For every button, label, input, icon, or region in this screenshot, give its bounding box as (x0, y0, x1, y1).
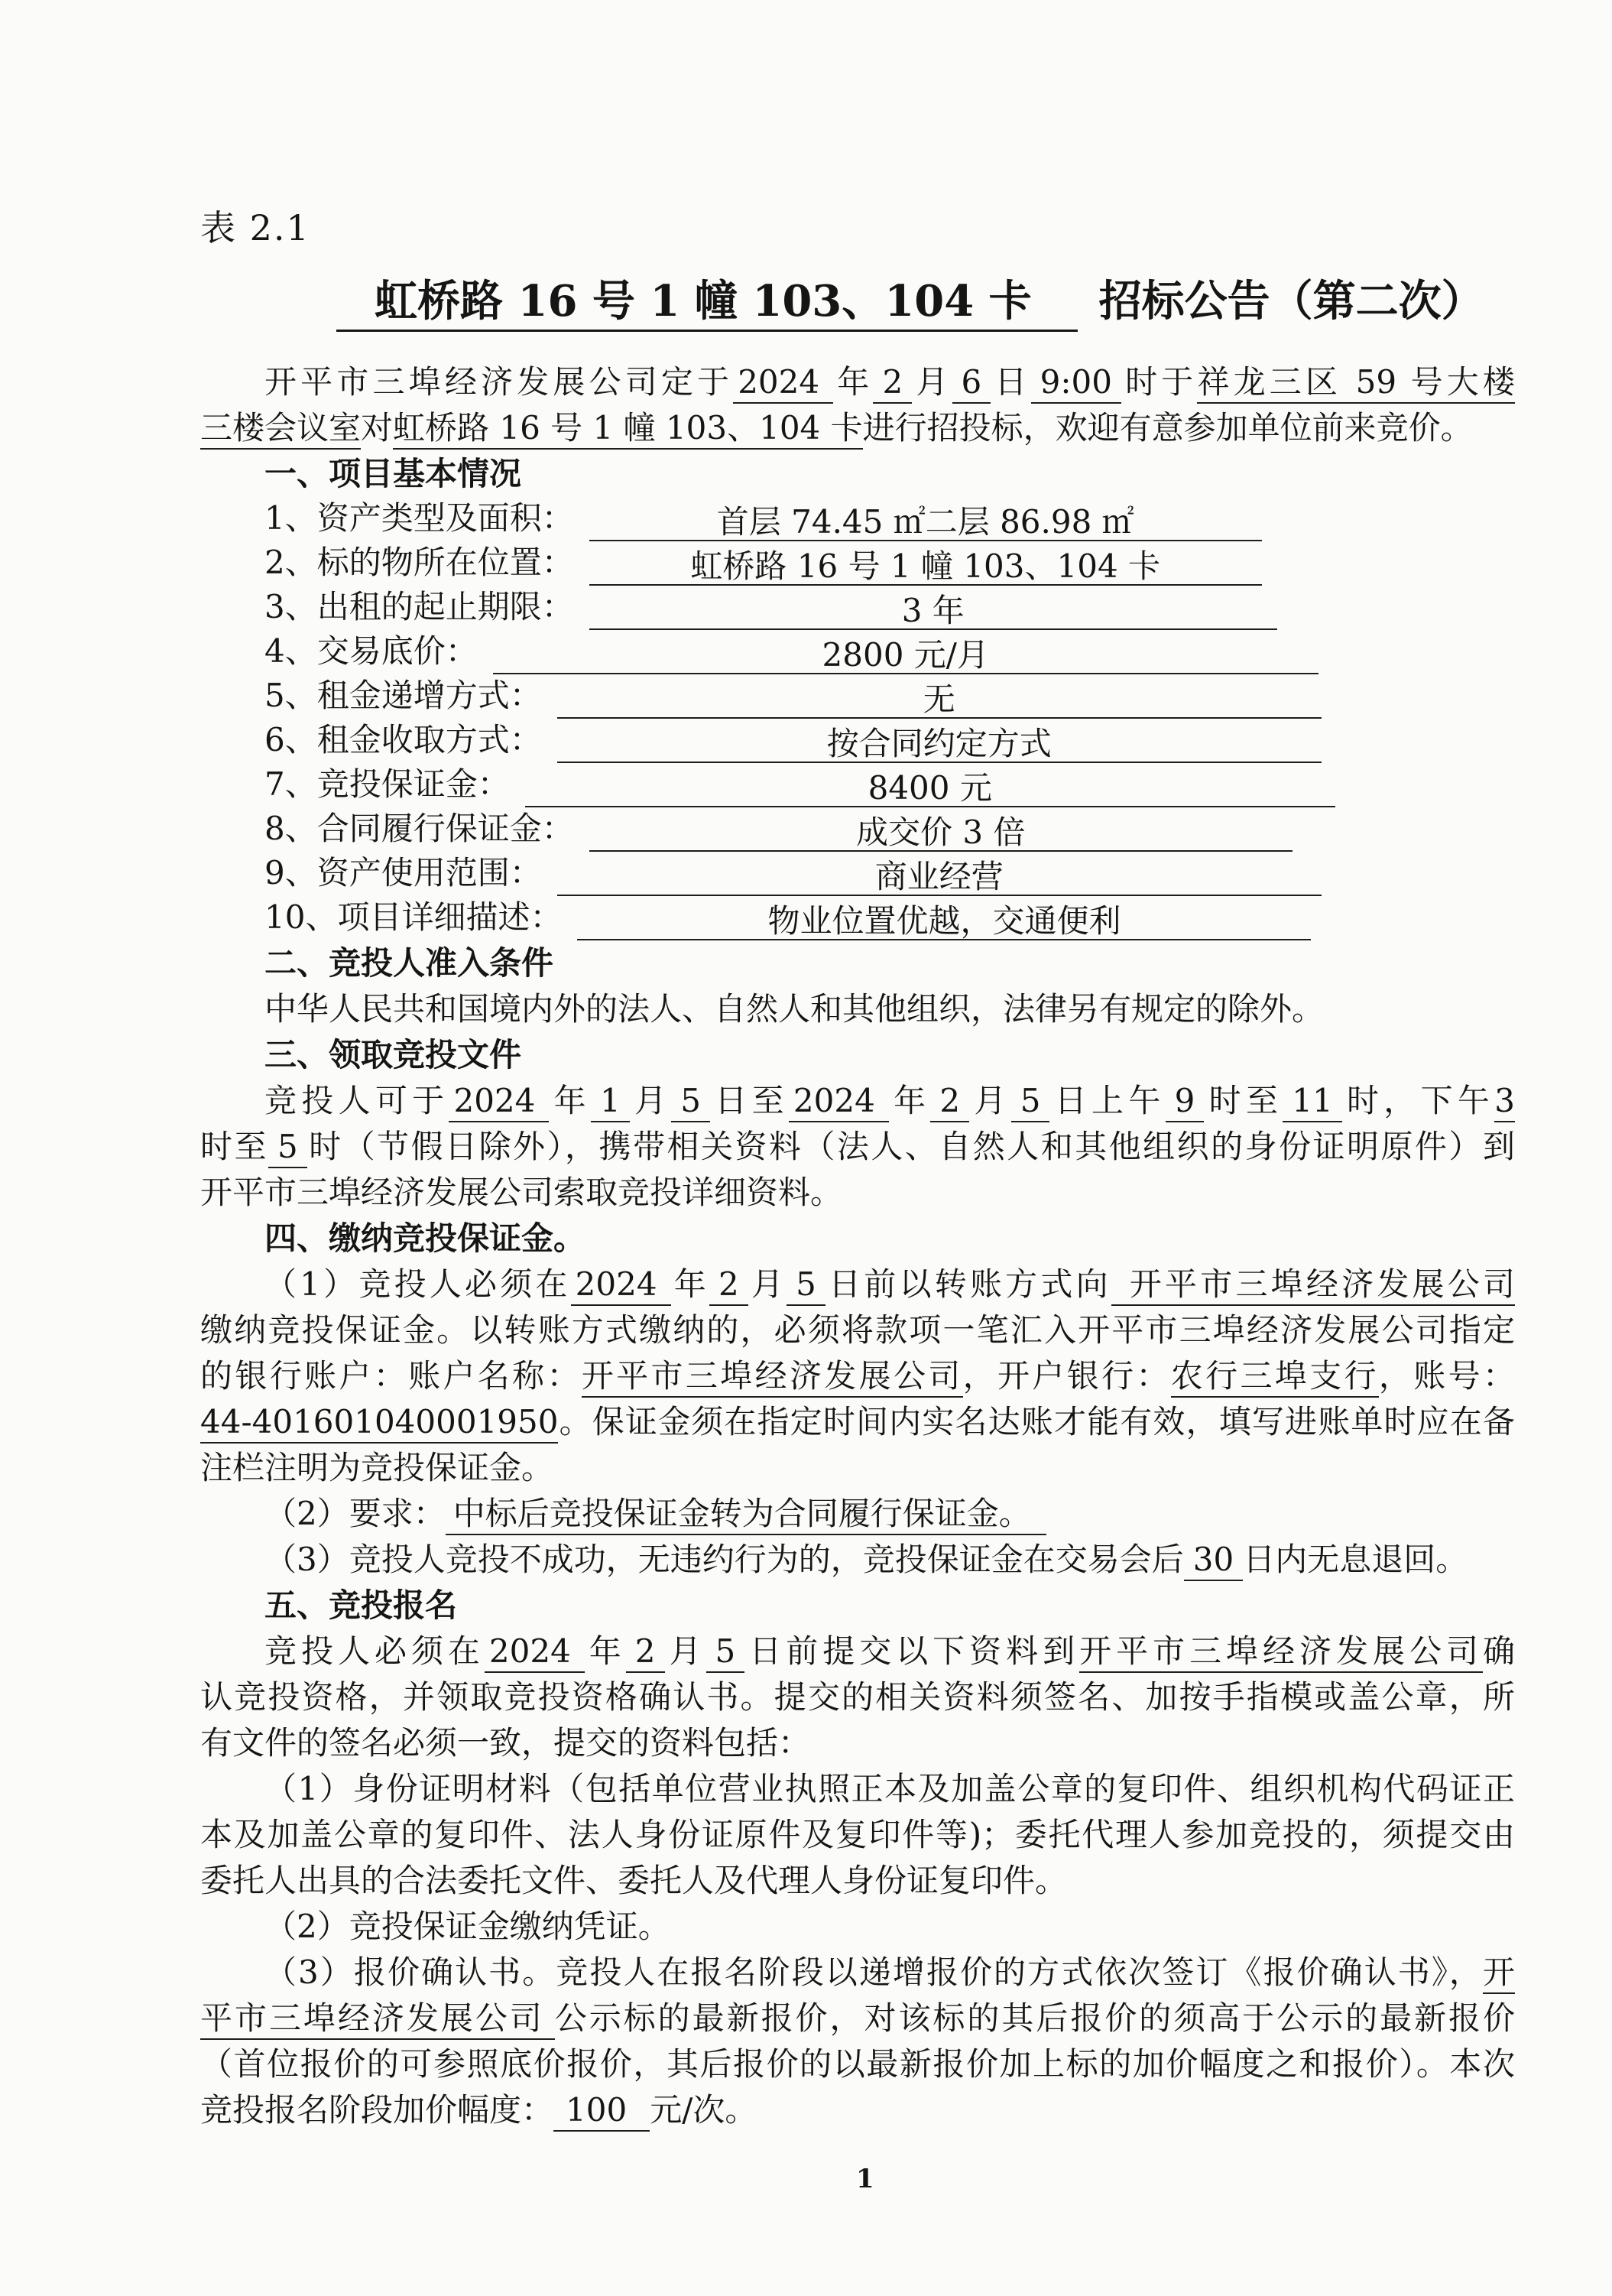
auction-subject: 虹桥路 16 号 1 幢 103、104 卡 (393, 409, 863, 450)
account-name: 开平市三埠经济发展公司 (582, 1357, 963, 1398)
auction-time: 9:00 (1031, 363, 1121, 404)
field-value: 商业经营 (557, 859, 1322, 896)
section-4-p1-line-4: 44-401601040001950。保证金须在指定时间内实名达账才能有效，填写进账单时应在备 (200, 1399, 1515, 1445)
section-5-line-3: 有文件的签名必须一致，提交的资料包括： (200, 1724, 811, 1762)
section-5-p3-line-3: （首位报价的可参照底价报价，其后报价的以最新报价加上标的加价幅度之和报价）。本次 (200, 2045, 1515, 2083)
field-row-usage-scope: 9、资产使用范围： 商业经营 (200, 852, 1515, 896)
notice-title (336, 268, 1484, 329)
section-3-line-1: 竞投人可于 2024 年 1 月 5 日至 2024 年 2 月 5 日上午 9 时至 11 时，下午3 (200, 1078, 1515, 1124)
section-4-p3: （3）竞投人竞投不成功，无违约行为的，竞投保证金在交易会后 30 日内无息退回。 (200, 1537, 1515, 1583)
section-4-p1-line-5: 注栏注明为竞投保证金。 (200, 1449, 554, 1486)
section-5-line-2: 认竞投资格，并领取竞投资格确认书。提交的相关资料须签名、加按手指模或盖公章，所 (200, 1678, 1515, 1716)
section-5-p3-line-2: 平市三埠经济发展公司 公示标的最新报价，对该标的其后报价的须高于公示的最新报价 (200, 1996, 1515, 2041)
section-4-p1-line-3: 的银行账户：账户名称：开平市三埠经济发展公司，开户银行：农行三埠支行，账号： (200, 1353, 1515, 1399)
section-5-p1-line-1: （1）身份证明材料（包括单位营业执照正本及加盖公章的复印件、组织机构代码证正 (264, 1770, 1515, 1807)
notice-body (200, 359, 1515, 2133)
field-value: 成交价 3 倍 (589, 815, 1293, 852)
section-4-p1-line-2: 缴纳竞投保证金。以转账方式缴纳的，必须将款项一笔汇入开平市三埠经济发展公司指定 (200, 1311, 1515, 1349)
section-5-line-1: 竞投人必须在 2024 年 2 月 5 日前提交以下资料到开平市三埠经济发展公司确 (200, 1629, 1515, 1674)
bid-increment: 100 (553, 2091, 650, 2132)
auction-place-1: 祥龙三区 59 号大楼 (1197, 363, 1515, 404)
section-5-p2: （2）竞投保证金缴纳凭证。 (264, 1908, 670, 1945)
intro-line-2: 三楼会议室对虹桥路 16 号 1 幢 103、104 卡进行招投标，欢迎有意参加单位前来竞价。 (200, 405, 1515, 451)
field-row-base-price: 4、交易底价： 2800 元/月 (200, 630, 1515, 674)
section-5-p3-line-4: 竞投报名阶段加价幅度： 100 元/次。 (200, 2087, 1515, 2133)
auction-year: 2024 (733, 363, 833, 404)
field-row-rent-collection: 6、租金收取方式： 按合同约定方式 (200, 719, 1515, 763)
auction-month: 2 (873, 363, 912, 404)
field-row-deposit: 7、竞投保证金： 8400 元 (200, 763, 1515, 807)
section-5-p3-line-1: （3）报价确认书。竞投人在报名阶段以递增报价的方式依次签订《报价确认书》，开 (200, 1950, 1515, 1996)
auction-day: 6 (952, 363, 991, 404)
section-3-line-3: 开平市三埠经济发展公司索取竞投详细资料。 (200, 1174, 843, 1211)
section-3-line-2: 时至 5 时（节假日除外），携带相关资料（法人、自然人和其他组织的身份证明原件）到 (200, 1124, 1515, 1170)
field-row-location: 2、标的物所在位置： 虹桥路 16 号 1 幢 103、104 卡 (200, 541, 1515, 586)
table-number: 表 2.1 (200, 207, 310, 248)
account-number: 44-401601040001950 (200, 1403, 558, 1444)
field-value: 物业位置优越，交通便利 (577, 904, 1311, 940)
section-4-p2: （2）要求： 中标后竞投保证金转为合同履行保证金。 (200, 1491, 1515, 1537)
field-value: 3 年 (589, 593, 1277, 630)
section-1-heading: 一、项目基本情况 (264, 455, 522, 492)
section-5-p1-line-3: 委托人出具的合法委托文件、委托人及代理人身份证复印件。 (200, 1862, 1068, 1899)
field-value: 2800 元/月 (493, 638, 1318, 674)
field-row-rent-increase: 5、租金递增方式： 无 (200, 674, 1515, 719)
title-tail: 招标公告（第二次） (1098, 276, 1484, 326)
intro-line-1: 开平市三埠经济发展公司定于 2024 年 2 月 6 日 9:00 时于祥龙三区 59 号大楼 (200, 359, 1515, 405)
section-2-heading: 二、竞投人准入条件 (264, 944, 554, 982)
field-value: 8400 元 (525, 771, 1335, 807)
section-5-heading: 五、竞投报名 (264, 1586, 458, 1624)
field-value: 虹桥路 16 号 1 幢 103、104 卡 (589, 549, 1262, 586)
auction-place-2: 三楼会议室 (200, 409, 361, 450)
title-subject: 虹桥路 16 号 1 幢 103、104 卡 (336, 276, 1078, 332)
field-row-asset-type: 1、资产类型及面积： 首层 74.45 ㎡二层 86.98 ㎡ (200, 497, 1515, 541)
section-5-p1-line-2: 本及加盖公章的复印件、法人身份证原件及复印件等)；委托代理人参加竞投的，须提交由 (200, 1816, 1515, 1853)
field-row-performance-bond: 8、合同履行保证金： 成交价 3 倍 (200, 807, 1515, 852)
bank-name: 农行三埠支行 (1171, 1357, 1379, 1398)
field-value: 首层 74.45 ㎡二层 86.98 ㎡ (589, 505, 1262, 541)
section-3-heading: 三、领取竞投文件 (264, 1036, 522, 1073)
section-4-heading: 四、缴纳竞投保证金。 (264, 1219, 586, 1257)
page-number: 1 (856, 2164, 874, 2194)
field-value: 无 (557, 682, 1322, 719)
field-row-lease-term: 3、出租的起止期限： 3 年 (200, 586, 1515, 630)
basic-info-list (200, 497, 1515, 940)
field-value: 按合同约定方式 (557, 726, 1322, 763)
section-4-p1-line-1: （1）竞投人必须在 2024 年 2 月 5 日前以转账方式向 开平市三埠经济发展公司 (200, 1262, 1515, 1307)
section-2-text: 中华人民共和国境内外的法人、自然人和其他组织，法律另有规定的除外。 (264, 990, 1325, 1028)
field-row-description: 10、项目详细描述： 物业位置优越，交通便利 (200, 896, 1515, 940)
